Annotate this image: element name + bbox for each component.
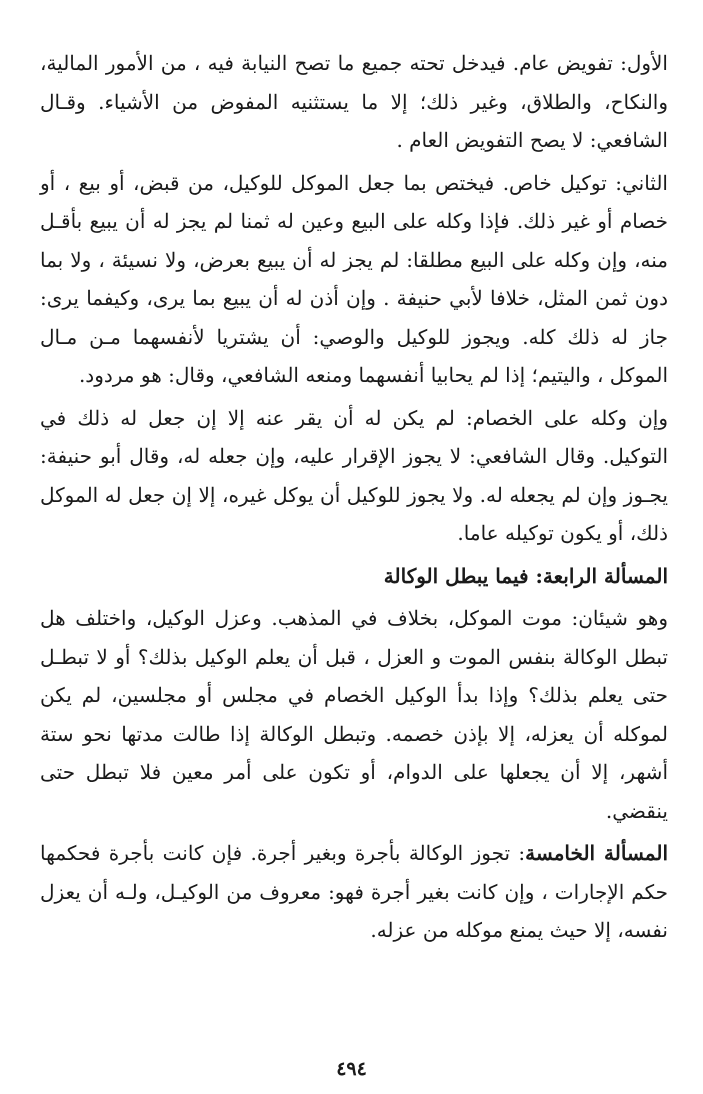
section-five-heading: المسألة الخامسة [525, 841, 669, 865]
page-number: ٤٩٤ [336, 1058, 367, 1080]
paragraph-litigation: وإن وكله على الخصام: لم يكن له أن يقر عنه إلا إن جعل له ذلك في التوكيل. وقال الشافعي: لا يجوز الإقرار عليه، وإن جعله له، وقال أبو حنيفة: يجـوز وإن لم يجعله له. ولا يجوز للوكيل أن يوكل غيره، إلا إن جعل له الموكل ذلك، أو يكون توكيله عاما. [40, 405, 668, 545]
section-five-paragraph [40, 834, 668, 950]
section-four-heading: المسألة الرابعة: فيما يبطل الوكالة [383, 563, 668, 588]
paragraph-first-type: الأول: تفويض عام. فيدخل تحته جميع ما تصح النيابة فيه ، من الأمور المالية، والنكاح، والطلاق، وغير ذلك؛ إلا ما يستثنيه المفوض من الأشياء. وقـال الشافعي: لا يصح التفويض العام . [40, 51, 668, 152]
paragraph-second-type: الثاني: توكيل خاص. فيختص بما جعل الموكل للوكيل، من قبض، أو بيع ، أو خصام أو غير ذلك. فإذا وكله على البيع وعين له ثمنا لم يجز له أن يبيع بأقـل منه، وإن وكله على البيع مطلقا: لم يجز له أن يبيع بعرض، ولا نسيئة ، ولا بما دون ثمن المثل، خلافا لأبي حنيفة . وإن أذن له أن يبيع بما يرى، وكيفما يرى: جاز له ذلك كله. ويجوز للوكيل والوصي: أن يشتريا لأنفسهما مـن مـال الموكل ، واليتيم؛ إذا لم يحابيا أنفسهما ومنعه الشافعي، وقال: هو مردود. [40, 170, 668, 387]
section-four-body: وهو شيئان: موت الموكل، بخلاف في المذهب. وعزل الوكيل، واختلف هل تبطل الوكالة بنفس الموت و العزل ، قبل أن يعلم الوكيل بذلك؟ أو لا تبطـل حتى يعلم بذلك؟ وإذا بدأ الوكيل الخصام في مجلس أو مجلسين، لم يكن لموكله أن يعزله، إلا بإذن خصمه. وتبطل الوكالة إذا طالت مدتها نحو ستة أشهر، إلا أن يجعلها على الدوام، أو تكون على أمر معين فلا تبطل حتى ينقضي. [40, 606, 668, 823]
section-five-body: : تجوز الوكالة بأجرة وبغير أجرة. فإن كانت بأجرة فحكمها حكم الإجارات ، وإن كانت بغير أجرة فهو: معروف من الوكيـل، ولـه أن يعزل نفسه، إلا حيث يمنع موكله من عزله. [40, 841, 668, 942]
page-body [40, 44, 668, 954]
